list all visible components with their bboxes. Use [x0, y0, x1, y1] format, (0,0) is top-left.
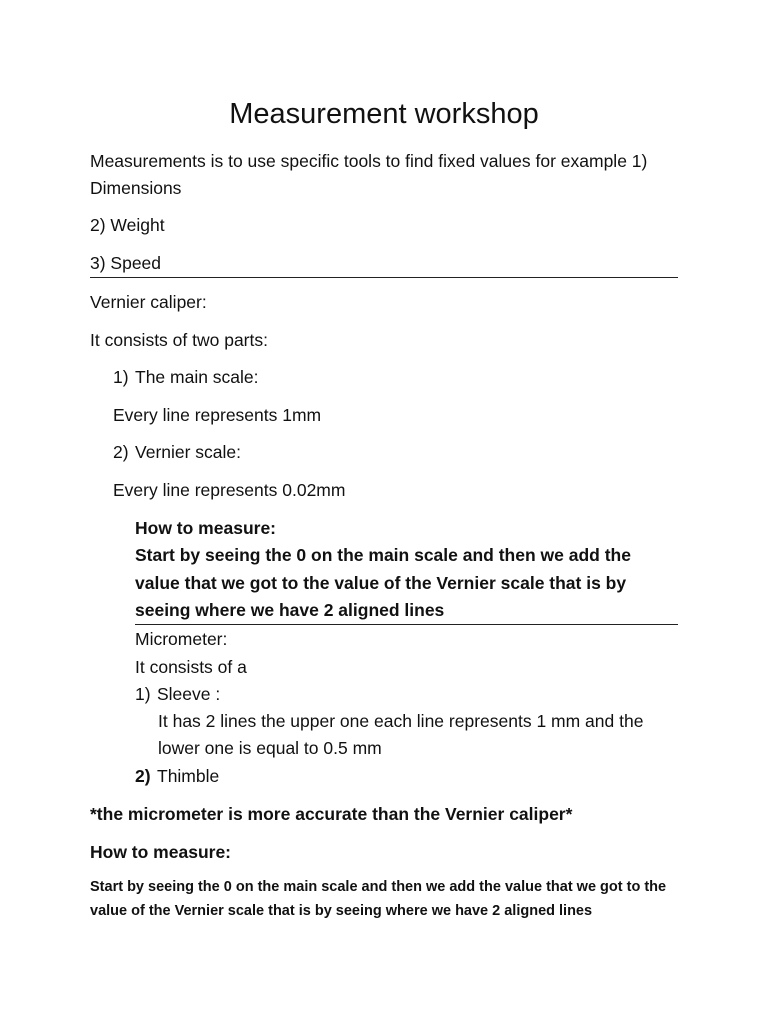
section-divider: [135, 624, 678, 625]
list-number: 2): [135, 766, 151, 786]
section-divider: [90, 277, 678, 278]
list-item-speed: 3) Speed: [90, 253, 162, 273]
list-label: Thimble: [157, 766, 220, 786]
list-label: Vernier scale:: [135, 442, 242, 462]
list-number: 1): [135, 684, 151, 704]
micrometer-part-thimble: [135, 763, 219, 790]
intro-paragraph: Measurements is to use specific tools to find fixed values for example 1) Dimensions: [90, 151, 648, 198]
micrometer-heading: Micrometer:: [135, 629, 228, 649]
vernier-part-main-scale: [113, 364, 259, 391]
micrometer-how-heading: How to measure:: [90, 842, 231, 862]
list-label: The main scale:: [135, 367, 259, 387]
vernier-scale-desc: Every line represents 0.02mm: [113, 480, 346, 500]
list-number: 1): [113, 367, 129, 387]
vernier-part-vernier-scale: [113, 439, 241, 466]
vernier-main-scale-desc: Every line represents 1mm: [113, 405, 322, 425]
micrometer-how-text: Start by seeing the 0 on the main scale and then we add the value that we got to the value of the Vernier scale that is by seeing where we have 2 aligned lines: [90, 879, 667, 919]
micrometer-parts-intro: It consists of a: [135, 657, 247, 677]
document-title: Measurement workshop: [229, 98, 539, 130]
vernier-how-text: Start by seeing the 0 on the main scale and then we add the value that we got to the value of the Vernier scale that is by seeing where we have 2 aligned lines: [135, 545, 631, 620]
list-label: Sleeve :: [157, 684, 221, 704]
micrometer-sleeve-desc: It has 2 lines the upper one each line represents 1 mm and the lower one is equal to 0.5 mm: [158, 711, 644, 758]
vernier-how-heading: How to measure:: [135, 518, 276, 538]
micrometer-part-sleeve: [135, 681, 220, 708]
accuracy-note: *the micrometer is more accurate than the Vernier caliper*: [90, 804, 573, 824]
vernier-heading: Vernier caliper:: [90, 292, 207, 312]
list-number: 2): [113, 442, 129, 462]
vernier-parts-intro: It consists of two parts:: [90, 330, 268, 350]
list-item-weight: 2) Weight: [90, 215, 165, 235]
